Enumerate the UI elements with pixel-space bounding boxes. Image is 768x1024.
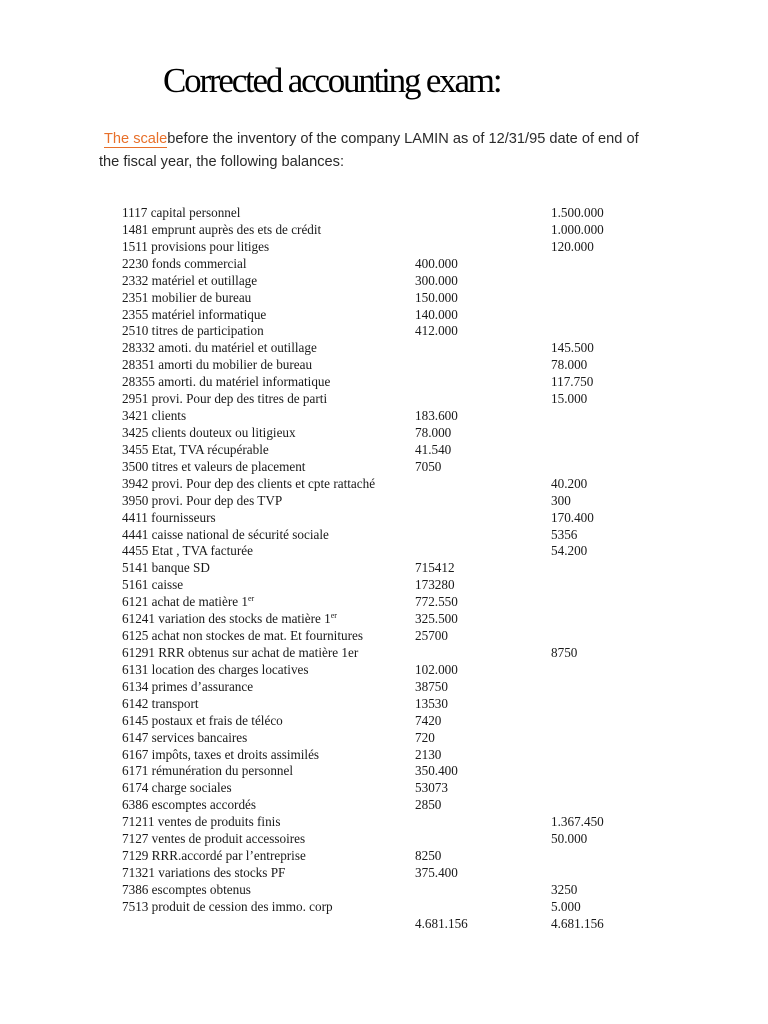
account-text: 6167 impôts, taxes et droits assimilés (122, 746, 320, 762)
account-label (122, 814, 280, 831)
account-text: 3421 clients (122, 408, 187, 424)
ledger-row (0, 628, 768, 645)
account-label (122, 645, 358, 662)
account-text: 6142 transport (122, 695, 199, 711)
credit-amount: 145.500 (551, 340, 594, 356)
account-text: 28332 amoti. du matériel et outillage (122, 340, 317, 356)
account-label (122, 797, 256, 814)
ledger-row (0, 848, 768, 865)
account-text: 2951 provi. Pour dep des titres de parti (122, 391, 328, 407)
ledger-row (0, 459, 768, 476)
ledger-row (0, 730, 768, 747)
account-text: 6386 escomptes accordés (122, 797, 257, 813)
credit-amount: 300 (551, 492, 571, 508)
debit-amount: 25700 (415, 628, 448, 644)
ledger-row (0, 831, 768, 848)
credit-amount: 78.000 (551, 357, 588, 373)
debit-amount: 150.000 (415, 289, 458, 305)
ledger-row (0, 577, 768, 594)
account-text: 61241 variation des stocks de matière 1 (122, 611, 331, 627)
credit-amount: 8750 (551, 644, 578, 660)
account-text: 6134 primes d’assurance (122, 678, 254, 694)
ledger-row (0, 442, 768, 459)
account-text: 6174 charge sociales (122, 780, 232, 796)
ledger-row (0, 493, 768, 510)
account-text: 3950 provi. Pour dep des TVP (122, 492, 283, 508)
debit-amount: 7420 (415, 712, 442, 728)
ledger-row (0, 425, 768, 442)
account-label (122, 323, 264, 340)
account-text: 2332 matériel et outillage (122, 272, 258, 288)
ledger-row (0, 696, 768, 713)
ledger-row (0, 882, 768, 899)
debit-amount: 720 (415, 729, 435, 745)
ledger-row (0, 307, 768, 324)
account-text: 3942 provi. Pour dep des clients et cpte rattaché (122, 475, 376, 491)
ledger-row (0, 273, 768, 290)
account-label (122, 222, 321, 239)
account-text: 6121 achat de matière 1 (122, 594, 248, 610)
account-label (122, 307, 266, 324)
debit-amount: 13530 (415, 695, 448, 711)
account-text: 4441 caisse national de sécurité sociale (122, 526, 329, 542)
account-text: 2230 fonds commercial (122, 255, 247, 271)
account-text: 6145 postaux et frais de téléco (122, 712, 283, 728)
ledger-row (0, 594, 768, 611)
debit-amount: 8250 (415, 848, 442, 864)
credit-amount: 1.367.450 (551, 814, 604, 830)
ledger-row (0, 476, 768, 493)
ledger-row (0, 527, 768, 544)
account-text: 1511 provisions pour litiges (122, 238, 270, 254)
account-text: 2355 matériel informatique (122, 306, 267, 322)
ledger-row (0, 256, 768, 273)
ledger-row (0, 340, 768, 357)
account-text: 5141 banque SD (122, 560, 210, 576)
account-label (122, 882, 251, 899)
balance-ledger (0, 205, 768, 933)
ledger-row (0, 780, 768, 797)
ledger-row (0, 323, 768, 340)
account-text: 6125 achat non stockes de mat. Et fournitures (122, 628, 363, 644)
ledger-row (0, 543, 768, 560)
credit-amount: 120.000 (551, 238, 594, 254)
debit-total: 4.681.156 (415, 915, 468, 931)
ledger-row (0, 222, 768, 239)
account-text: 3500 titres et valeurs de placement (122, 458, 306, 474)
account-label (122, 273, 257, 290)
ledger-row (0, 814, 768, 831)
debit-amount: 715412 (415, 560, 455, 576)
debit-amount: 772.550 (415, 594, 458, 610)
debit-amount: 325.500 (415, 611, 458, 627)
credit-amount: 1.000.000 (551, 221, 604, 237)
ledger-row (0, 899, 768, 916)
account-label (122, 628, 363, 645)
ledger-row (0, 611, 768, 628)
ledger-row (0, 510, 768, 527)
account-text: 4455 Etat , TVA facturée (122, 543, 253, 559)
ledger-row (0, 560, 768, 577)
account-label (122, 374, 330, 391)
debit-amount: 38750 (415, 678, 448, 694)
account-label (122, 408, 186, 425)
ordinal-superscript: er (330, 611, 337, 621)
account-label (122, 543, 253, 560)
ledger-row (0, 357, 768, 374)
account-label (122, 459, 305, 476)
credit-amount: 15.000 (551, 391, 588, 407)
account-label (122, 476, 375, 493)
debit-amount: 78.000 (415, 424, 452, 440)
account-label (122, 357, 312, 374)
page-title: Corrected accounting exam: (163, 61, 501, 100)
account-label (122, 290, 251, 307)
ledger-row (0, 205, 768, 222)
ledger-row (0, 865, 768, 882)
account-text: 7386 escomptes obtenus (122, 881, 251, 897)
account-label (122, 594, 254, 611)
account-text: 6147 services bancaires (122, 729, 248, 745)
account-text: 1117 capital personnel (122, 205, 241, 220)
account-text: 28351 amorti du mobilier de bureau (122, 357, 313, 373)
account-text: 3425 clients douteux ou litigieux (122, 424, 296, 440)
credit-amount: 54.200 (551, 543, 588, 559)
ledger-row (0, 408, 768, 425)
ledger-row (0, 763, 768, 780)
credit-amount: 40.200 (551, 475, 588, 491)
ledger-row (0, 679, 768, 696)
account-label (122, 730, 247, 747)
account-label (122, 340, 317, 357)
debit-amount: 2850 (415, 797, 442, 813)
scale-link[interactable]: The scale (104, 131, 168, 147)
ledger-row (0, 662, 768, 679)
account-label (122, 493, 282, 510)
account-label (122, 679, 253, 696)
debit-amount: 350.400 (415, 763, 458, 779)
debit-amount: 300.000 (415, 272, 458, 288)
account-text: 7513 produit de cession des immo. corp (122, 898, 333, 914)
ledger-row (0, 391, 768, 408)
credit-amount: 50.000 (551, 831, 588, 847)
account-label (122, 425, 296, 442)
debit-amount: 400.000 (415, 255, 458, 271)
account-label (122, 763, 293, 780)
debit-amount: 53073 (415, 780, 448, 796)
account-text: 6171 rémunération du personnel (122, 763, 294, 779)
credit-amount: 1.500.000 (551, 205, 604, 220)
account-label (122, 662, 309, 679)
account-label (122, 577, 183, 594)
account-label (122, 747, 319, 764)
ledger-total-row (0, 916, 768, 933)
account-text: 3455 Etat, TVA récupérable (122, 441, 269, 457)
debit-amount: 41.540 (415, 441, 452, 457)
ordinal-superscript: er (247, 594, 255, 604)
account-text: 1481 emprunt auprès des ets de crédit (122, 221, 322, 237)
account-label (122, 611, 337, 628)
debit-amount: 102.000 (415, 661, 458, 677)
account-text: 71211 ventes de produits finis (122, 814, 281, 830)
account-text: 2351 mobilier de bureau (122, 289, 252, 305)
account-label (122, 848, 306, 865)
account-label (122, 239, 269, 256)
account-label (122, 510, 216, 527)
credit-amount: 170.400 (551, 509, 594, 525)
account-label (122, 205, 240, 222)
account-label (122, 899, 333, 916)
account-text: 71321 variations des stocks PF (122, 864, 286, 880)
account-label (122, 560, 210, 577)
account-text: 7129 RRR.accordé par l’entreprise (122, 848, 306, 864)
debit-amount: 183.600 (415, 408, 458, 424)
credit-amount: 3250 (551, 881, 578, 897)
account-label (122, 391, 327, 408)
ledger-row (0, 747, 768, 764)
debit-amount: 2130 (415, 746, 442, 762)
ledger-row (0, 713, 768, 730)
credit-amount: 5356 (551, 526, 578, 542)
ledger-row (0, 239, 768, 256)
ledger-row (0, 290, 768, 307)
account-label (122, 256, 247, 273)
credit-total: 4.681.156 (551, 915, 604, 931)
intro-paragraph (99, 128, 659, 174)
debit-amount: 375.400 (415, 864, 458, 880)
debit-amount: 7050 (415, 458, 442, 474)
account-text: 28355 amorti. du matériel informatique (122, 374, 331, 390)
credit-amount: 5.000 (551, 898, 581, 914)
account-label (122, 831, 305, 848)
account-label (122, 696, 199, 713)
account-label (122, 527, 329, 544)
debit-amount: 173280 (415, 577, 455, 593)
account-text: 7127 ventes de produit accessoires (122, 831, 306, 847)
account-label (122, 442, 269, 459)
intro-text: before the inventory of the company LAMIN as of 12/31/95 date of end of the fiscal year, the following balances: (99, 131, 639, 170)
ledger-rows (0, 205, 768, 916)
credit-amount: 117.750 (551, 374, 594, 390)
debit-amount: 412.000 (415, 323, 458, 339)
account-text: 6131 location des charges locatives (122, 661, 309, 677)
debit-amount: 140.000 (415, 306, 458, 322)
account-text: 61291 RRR obtenus sur achat de matière 1er (122, 644, 359, 660)
ledger-row (0, 797, 768, 814)
account-label (122, 780, 232, 797)
ledger-row (0, 374, 768, 391)
account-text: 5161 caisse (122, 577, 184, 593)
account-text: 2510 titres de participation (122, 323, 264, 339)
account-label (122, 865, 285, 882)
account-text: 4411 fournisseurs (122, 509, 216, 525)
account-label (122, 713, 283, 730)
ledger-row (0, 645, 768, 662)
